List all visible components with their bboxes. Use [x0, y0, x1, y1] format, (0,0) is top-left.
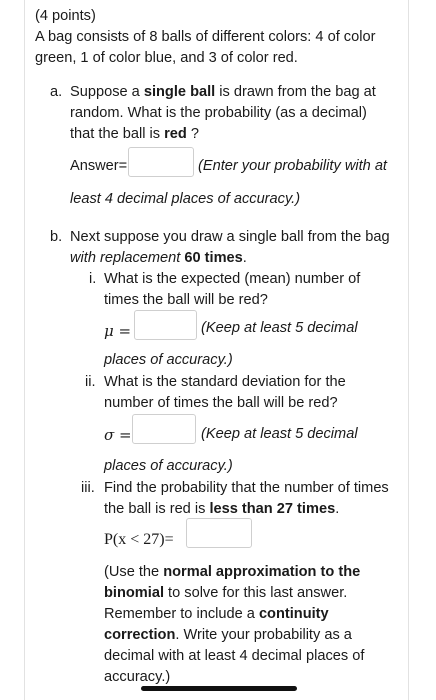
note-line-4	[104, 625, 352, 645]
note-text: (Use the	[104, 564, 164, 580]
part-a-text: ?	[186, 126, 199, 142]
part-a-text: that the ball is	[70, 126, 165, 142]
part-b-iii-text: the ball is red is	[104, 501, 210, 517]
part-a-text: is drawn from the bag at	[215, 84, 376, 100]
probability-input[interactable]	[186, 518, 252, 548]
part-b-marker: b.	[50, 229, 63, 245]
part-a-text: Suppose a	[70, 84, 144, 100]
part-b-iii-emphasis: less than 27 times	[209, 501, 336, 517]
part-a-marker: a.	[50, 84, 63, 100]
sigma-label: σ =	[104, 426, 132, 444]
mean-input[interactable]	[134, 310, 197, 340]
part-b-text: .	[242, 250, 247, 266]
part-a-hint-1: (Enter your probability with at	[198, 158, 387, 174]
note-line-6: accuracy.)	[104, 669, 171, 685]
note-emphasis: normal approximation to the	[163, 564, 361, 580]
probability-label: P(x < 27)=	[104, 531, 174, 548]
part-b-i-marker: i.	[89, 271, 97, 287]
part-b-ii-line-1: What is the standard deviation for the	[104, 374, 346, 390]
points-label: (4 points)	[35, 8, 96, 24]
note-text: Remember to include a	[104, 606, 259, 622]
part-a-line-1	[70, 82, 376, 102]
note-emphasis: correction	[104, 627, 176, 643]
part-b-line-2	[70, 248, 247, 268]
part-a-answer-input[interactable]	[128, 147, 194, 177]
part-b-ii-line-2: number of times the ball will be red?	[104, 395, 338, 411]
part-b-i-line-1: What is the expected (mean) number of	[104, 271, 361, 287]
note-line-3	[104, 604, 329, 624]
part-b-iii-text: .	[335, 501, 340, 517]
note-emphasis: binomial	[104, 585, 164, 601]
note-text: to solve for this last answer.	[164, 585, 348, 601]
mu-label: μ =	[104, 322, 132, 340]
home-indicator[interactable]	[141, 686, 297, 691]
part-b-i-line-2: times the ball will be red?	[104, 292, 268, 308]
note-line-1	[104, 562, 360, 582]
part-a-hint-2: least 4 decimal places of accuracy.)	[70, 191, 301, 207]
intro-line-1: A bag consists of 8 balls of different colors: 4 of color	[35, 29, 376, 45]
part-a-line-3	[70, 124, 199, 144]
note-emphasis: continuity	[258, 606, 329, 622]
part-a-answer-label: Answer=	[70, 158, 128, 174]
part-b-i-hint-1: (Keep at least 5 decimal	[201, 320, 358, 336]
note-text: . Write your probability as a	[175, 627, 352, 643]
note-line-5: decimal with at least 4 decimal places of	[104, 648, 365, 664]
part-a-emphasis: single ball	[143, 84, 216, 100]
intro-line-2: green, 1 of color blue, and 3 of color red.	[35, 50, 298, 66]
part-a-emphasis: red	[164, 126, 187, 142]
part-b-iii-marker: iii.	[81, 480, 95, 496]
part-b-ii-hint-2: places of accuracy.)	[104, 458, 233, 474]
std-dev-input[interactable]	[132, 414, 196, 444]
part-b-emphasis: 60 times	[180, 250, 243, 266]
part-b-iii-line-1: Find the probability that the number of times	[104, 480, 389, 496]
part-b-iii-line-2	[104, 499, 339, 519]
part-b-italic: with replacement	[70, 250, 181, 266]
part-b-line-1: Next suppose you draw a single ball from the bag	[70, 229, 390, 245]
part-a-line-2: random. What is the probability (as a decimal)	[70, 105, 367, 121]
part-b-i-hint-2: places of accuracy.)	[104, 352, 233, 368]
part-b-ii-marker: ii.	[85, 374, 96, 390]
note-line-2	[104, 583, 347, 603]
part-b-ii-hint-1: (Keep at least 5 decimal	[201, 426, 358, 442]
